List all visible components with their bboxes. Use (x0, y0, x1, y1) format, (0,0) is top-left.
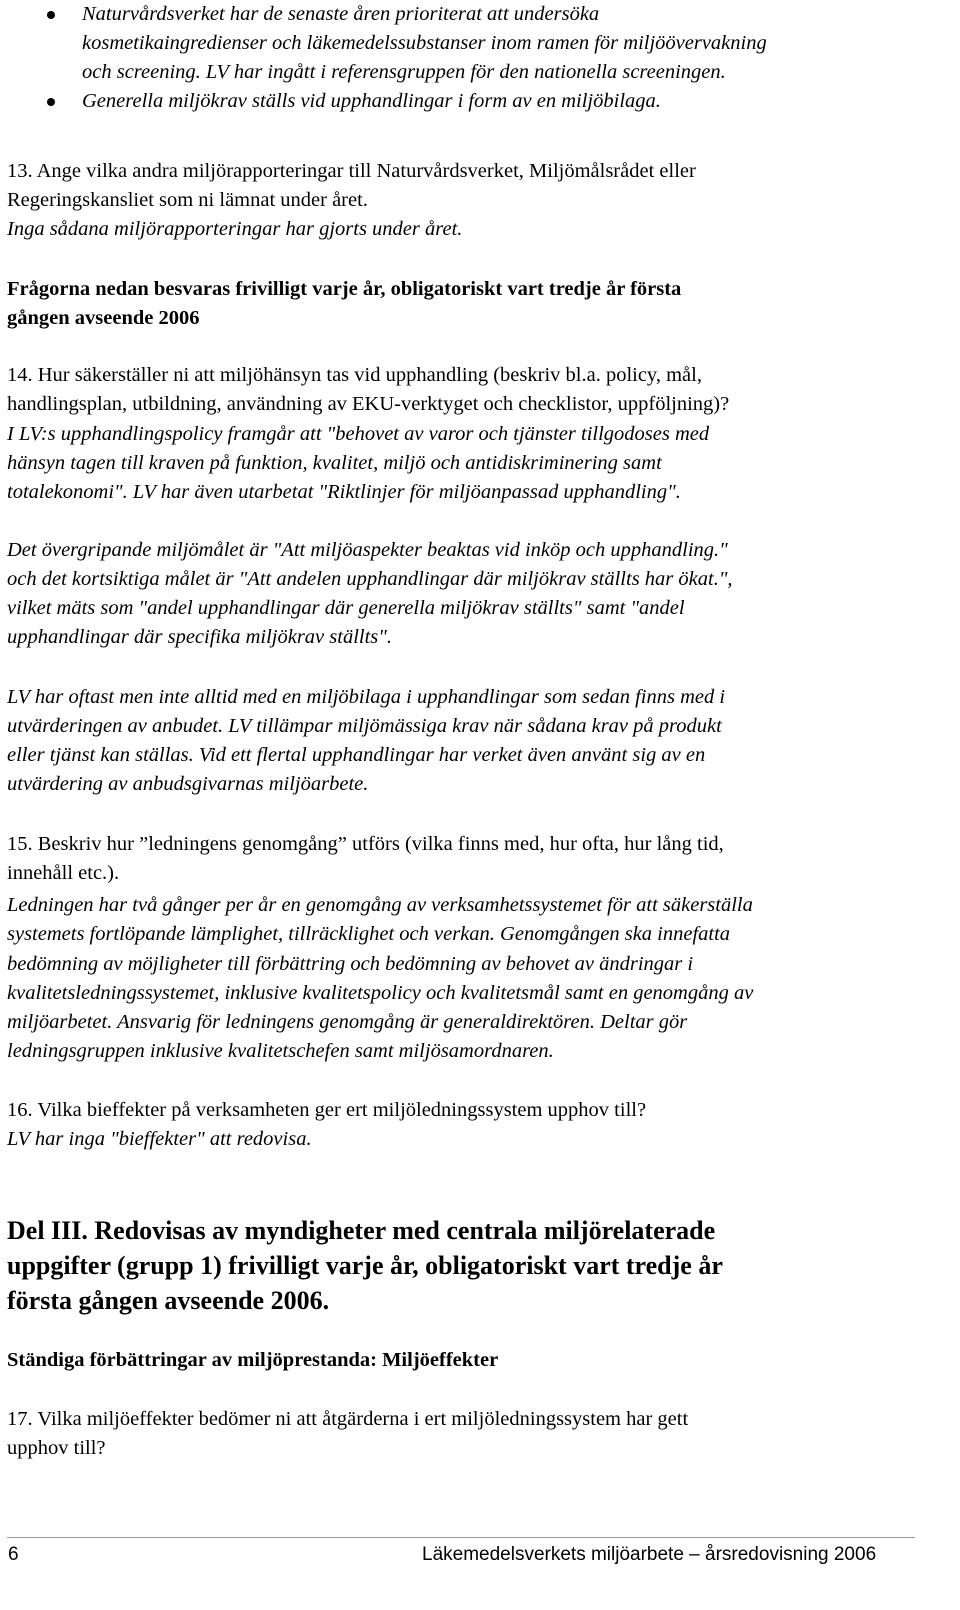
answer-14-line: LV har oftast men inte alltid med en miljöbilaga i upphandlingar som sedan finns med i (7, 686, 726, 708)
answer-14-line: hänsyn tagen till kraven på funktion, kvalitet, miljö och antidiskriminering samt (7, 452, 662, 474)
answer-14-line: I LV:s upphandlingspolicy framgår att "behovet av varor och tjänster tillgodoses med (7, 423, 710, 445)
bullet-text-line: Naturvårdsverket har de senaste åren prioriterat att undersöka (82, 3, 600, 25)
answer-15-line: kvalitetsledningssystemet, inklusive kvalitetspolicy och kvalitetsmål samt en genomgång av (7, 982, 754, 1004)
answer-15-line: systemets fortlöpande lämplighet, tillräcklighet och verkan. Genomgången ska innefatta (7, 923, 731, 945)
question-13-line: 13. Ange vilka andra miljörapporteringar till Naturvårdsverket, Miljömålsrådet eller (7, 160, 696, 182)
question-17-line: upphov till? (7, 1437, 106, 1459)
answer-15-line: Ledningen har två gånger per år en genomgång av verksamhetssystemet för att säkerställa (7, 894, 753, 916)
answer-15-line: miljöarbetet. Ansvarig för ledningens genomgång är generaldirektören. Deltar gör (7, 1011, 688, 1033)
section-heading-line: första gången avseende 2006. (7, 1286, 330, 1315)
footer-title: Läkemedelsverkets miljöarbete – årsredovisning 2006 (422, 1544, 877, 1565)
bullet-icon (47, 98, 55, 106)
footer-divider (7, 1537, 915, 1538)
footer-page-number: 6 (8, 1544, 19, 1565)
answer-16-line: LV har inga "bieffekter" att redovisa. (7, 1128, 312, 1150)
answer-14-line: upphandlingar där specifika miljökrav ställts". (7, 626, 392, 648)
bullet-text-line: kosmetikaingredienser och läkemedelssubstanser inom ramen för miljöövervakning (82, 32, 767, 54)
question-14-line: 14. Hur säkerställer ni att miljöhänsyn tas vid upphandling (beskriv bl.a. policy, mål, (7, 364, 702, 386)
section-heading-line: Del III. Redovisas av myndigheter med centrala miljörelaterade (7, 1216, 716, 1245)
subheading: Ständiga förbättringar av miljöprestanda: Miljöeffekter (7, 1349, 499, 1371)
answer-14-line: utvärderingen av anbudet. LV tillämpar miljömässiga krav när sådana krav på produkt (7, 715, 722, 737)
bullet-icon (47, 11, 55, 19)
section-note-line: Frågorna nedan besvaras frivilligt varje år, obligatoriskt vart tredje år första (7, 278, 682, 300)
answer-14-line: totalekonomi". LV har även utarbetat "Riktlinjer för miljöanpassad upphandling". (7, 481, 681, 503)
answer-14-line: eller tjänst kan ställas. Vid ett flertal upphandlingar har verket även använt sig av en (7, 744, 706, 766)
answer-14-line: och det kortsiktiga målet är "Att andelen upphandlingar där miljökrav ställts har ökat.", (7, 568, 733, 590)
section-heading-line: uppgifter (grupp 1) frivilligt varje år, obligatoriskt vart tredje år (7, 1251, 723, 1280)
bullet-text-line: och screening. LV har ingått i referensgruppen för den nationella screeningen. (82, 61, 726, 83)
question-16-line: 16. Vilka bieffekter på verksamheten ger ert miljöledningssystem upphov till? (7, 1099, 647, 1121)
question-17-line: 17. Vilka miljöeffekter bedömer ni att åtgärderna i ert miljöledningssystem har gett (7, 1408, 689, 1430)
answer-14-line: Det övergripande miljömålet är "Att miljöaspekter beaktas vid inköp och upphandling." (7, 539, 728, 561)
question-15-line: 15. Beskriv hur ”ledningens genomgång” utförs (vilka finns med, hur ofta, hur lång tid, (7, 833, 724, 855)
answer-15-line: ledningsgruppen inklusive kvalitetschefen samt miljösamordnaren. (7, 1040, 554, 1062)
question-15-line: innehåll etc.). (7, 862, 120, 884)
section-note-line: gången avseende 2006 (7, 307, 200, 329)
question-13-line: Regeringskansliet som ni lämnat under året. (7, 189, 368, 211)
answer-14-line: vilket mäts som "andel upphandlingar där generella miljökrav ställts" samt "andel (7, 597, 685, 619)
answer-14-line: utvärdering av anbudsgivarnas miljöarbete. (7, 773, 369, 795)
answer-15-line: bedömning av möjligheter till förbättring och bedömning av behovet av ändringar i (7, 953, 694, 975)
question-14-line: handlingsplan, utbildning, användning av EKU-verktyget och checklistor, uppföljning)? (7, 393, 730, 415)
bullet-text-line: Generella miljökrav ställs vid upphandlingar i form av en miljöbilaga. (82, 90, 661, 112)
answer-13-line: Inga sådana miljörapporteringar har gjorts under året. (7, 218, 463, 240)
